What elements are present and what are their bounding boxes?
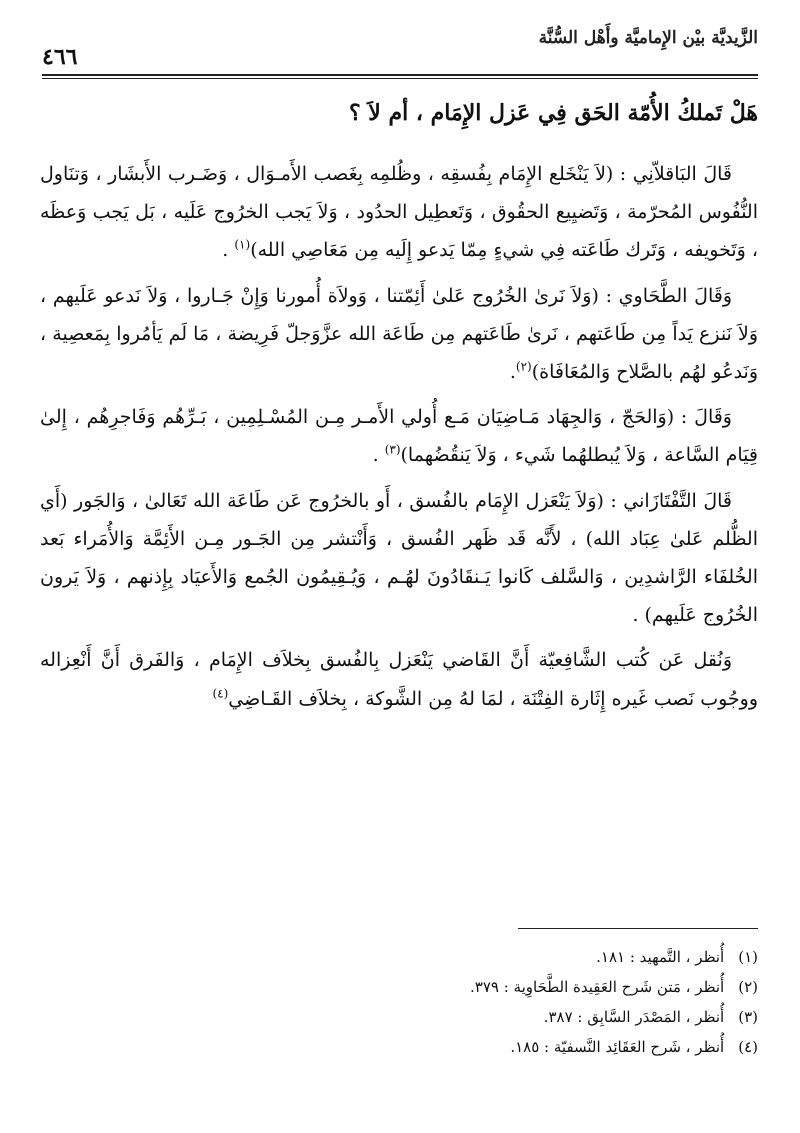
paragraph-text: قَالَ التَّفْتَازَاني : (وَلاَ يَنْعَزل الإِمَام بالفُسق ، أَو بالخرُوج عَن طَاعَة الله تَعَالىٰ ، وَالجَور (أَي الظُّلم عَلىٰ عِبَاد الله) ، لأَنَّه قَد ظَهر الفُسق ، وَأَنْتشر مِن الجَـور مِـن الأَئِمَّة وَالأُمَراء بَعد الخُلفَاء الرَّاشدِين ، وَالسَّلف كَانوا يَـنقَادُونَ لهُـم ، وَيُـقِيمُون الجُمع وَالأَعيَاد بِإِذنهم ، وَلاَ يَرون الخُرُوج عَلَيهم) . bbox=[40, 489, 758, 627]
footnote-text: أُنظر ، شَرح العَقَائِد النَّسفيّة : ١٨٥. bbox=[510, 1038, 725, 1056]
footnote-number: (١) bbox=[738, 948, 758, 966]
footnotes bbox=[42, 942, 758, 1062]
header-divider bbox=[42, 74, 758, 76]
paragraph-tail: . bbox=[222, 239, 235, 262]
section-heading: هَلْ تَملكُ الأُمّة الحَق فِي عَزل الإِمَام ، أم لاَ ؟ bbox=[348, 100, 758, 126]
paragraph bbox=[40, 482, 758, 635]
paragraph-tail: . bbox=[372, 444, 385, 467]
footnote-ref: (٤) bbox=[212, 686, 229, 701]
main-text bbox=[40, 155, 758, 725]
paragraph bbox=[40, 155, 758, 270]
page-number: ٤٦٦ bbox=[42, 44, 78, 70]
footnote-ref: (٣) bbox=[384, 443, 401, 458]
paragraph-text: وَنُقل عَن كُتب الشَّافِعيّة أَنَّ القَاضي يَنْعَزل بِالفُسق بِخلاَف الإِمَام ، وَالفَرق أَنَّ أَنْعِزاله ووجُوب نَصب غَيره إِثَارة الفِتْنَة ، لمَا لهُ مِن الشَّوكة ، بِخلاَف القَـاضِي bbox=[40, 649, 758, 710]
paragraph bbox=[40, 398, 758, 474]
footnote-divider bbox=[518, 928, 758, 929]
footnote-text: أُنظر ، مَتن شَرح العَقِيدة الطَّحَاوِية : ٣٧٩. bbox=[469, 978, 725, 996]
running-title: الزَّيديَّة بيْن الإِماميَّة وأَهْل السُّنَّة bbox=[538, 28, 758, 48]
page-header bbox=[42, 22, 758, 78]
paragraph-text: وَقَالَ : (وَالحَجّ ، وَالجِهَاد مَـاضِيَان مَـع أُولي الأَمـر مِـن المُسْـلِمِين ، بَـرِّهُم وَفَاجرِهُم ، إِلىٰ قِيَام السَّاعة ، وَلاَ يُبطلهُما شَيء ، وَلاَ يَنقُضُهما) bbox=[40, 406, 758, 467]
footnote-text: أُنظر ، المَصْدَر السَّابِق : ٣٨٧. bbox=[543, 1008, 725, 1026]
footnote-ref: (٢) bbox=[515, 359, 532, 374]
paragraph bbox=[40, 641, 758, 717]
footnote-number: (٢) bbox=[738, 978, 758, 996]
paragraph-tail: . bbox=[509, 361, 516, 384]
footnote bbox=[42, 1002, 758, 1032]
footnote bbox=[42, 972, 758, 1002]
footnote-number: (٣) bbox=[738, 1008, 758, 1026]
paragraph-text: وَقَالَ الطَّحَاوي : (وَلاَ نَرىٰ الخُرُوج عَلىٰ أَئِمّتنا ، وَولاَة أُمورنا وَإِنْ جَـاروا ، وَلاَ نَدعو عَلَيهم ، وَلاَ نَنزع يَداً مِن طَاعَتهم ، نَرىٰ طَاعَتهم مِن طَاعَة الله عزَّوَجلّ فَرِيضة ، مَا لَم يَأمُروا بِمَعصِية ، وَنَدعُو لهُم بالصَّلاح وَالمُعَافَاة) bbox=[40, 284, 758, 384]
paragraph bbox=[40, 277, 758, 392]
paragraph-text: قَالَ البَاقلاّنِي : (لاَ يَنْخَلع الإِمَام بِفُسقِه ، وظُلمِه بِغَصب الأَمـوَال ، وَضَـرب الأَبشَار ، وَتنَاول النُّفُوس المُحرّمة ، وَتَضيِيع الحقُوق ، وَتَعطِيل الحدُود ، وَلاَ يَجب الخرُوج عَلَيه ، بَل يَجب وَعظَه ، وَتَخويفه ، وَتَرك طَاعَته فِي شيءٍ مِمّا يَدعو إِلَيه مِن مَعَاصِي الله) bbox=[40, 163, 758, 262]
footnote-number: (٤) bbox=[738, 1038, 758, 1056]
footnote bbox=[42, 942, 758, 972]
footnote-text: أُنظر ، التَّمهيد : ١٨١. bbox=[596, 948, 725, 966]
footnote bbox=[42, 1032, 758, 1062]
footnote-ref: (١) bbox=[234, 238, 251, 253]
